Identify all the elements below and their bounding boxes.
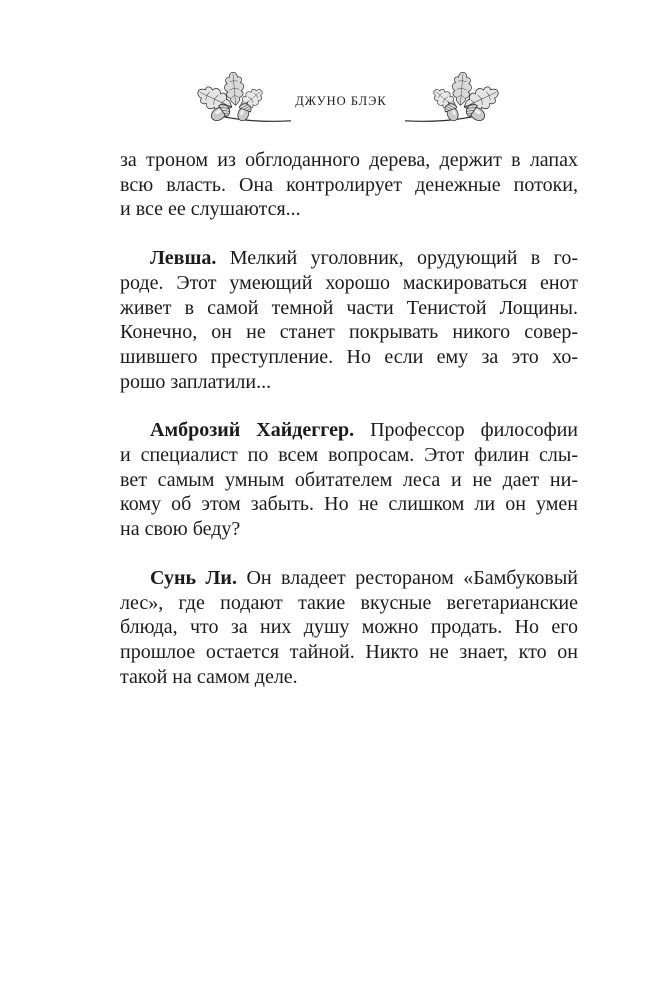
text-line: и специалист по всем вопросам. Этот филин слы- (120, 444, 578, 467)
paragraph (120, 148, 578, 222)
text-line (120, 566, 578, 591)
text-line: живет в самой темной части Тенистой Лощины. (120, 296, 578, 319)
text-line: на свою беду? (120, 518, 241, 541)
character-name: Левша. (150, 247, 217, 270)
text-line: такой на самом деле. (120, 665, 298, 688)
text-line: блюда, что за них душу можно продать. Но его (120, 616, 578, 639)
text-line: прошлое остается тайной. Никто не знает, кто он (120, 640, 578, 663)
text-line: за троном из обглоданного дерева, держит в лапах (120, 149, 578, 171)
text-line: и все ее слушаются... (120, 198, 301, 221)
text-line: роде. Этот умеющий хорошо маскироваться енот (120, 271, 578, 294)
line-text: Мелкий уголовник, орудующий в го- (229, 247, 579, 270)
running-head-author: ДЖУНО БЛЭК (295, 94, 387, 108)
oak-leaves-acorns-icon (404, 72, 501, 127)
text-line: всю власть. Она контролирует денежные потоки, (120, 173, 578, 196)
paragraph (120, 566, 578, 690)
line-text: Он владеет рестораном «Бамбуковый (246, 566, 579, 589)
text-line (120, 418, 578, 443)
text-line (120, 246, 578, 271)
body-text (120, 148, 578, 713)
text-line: шившего преступление. Но если ему за это хо- (120, 345, 578, 368)
text-line: рошо заплатили... (120, 370, 272, 393)
character-name: Амброзий Хайдеггер. (150, 419, 355, 442)
text-line: лес», где подают такие вкусные вегетарианские (120, 591, 578, 614)
text-line: вет самым умным обитателем леса и не дает ни- (120, 468, 578, 491)
text-line: Конечно, он не станет покрывать никого совер- (120, 321, 578, 344)
oak-leaves-acorns-icon (195, 72, 292, 127)
character-name: Сунь Ли. (150, 566, 237, 589)
line-text: Профессор философии (370, 419, 579, 442)
paragraph (120, 418, 578, 542)
paragraph (120, 246, 578, 394)
text-line: кому об этом забыть. Но не слишком ли он умен (120, 493, 578, 516)
